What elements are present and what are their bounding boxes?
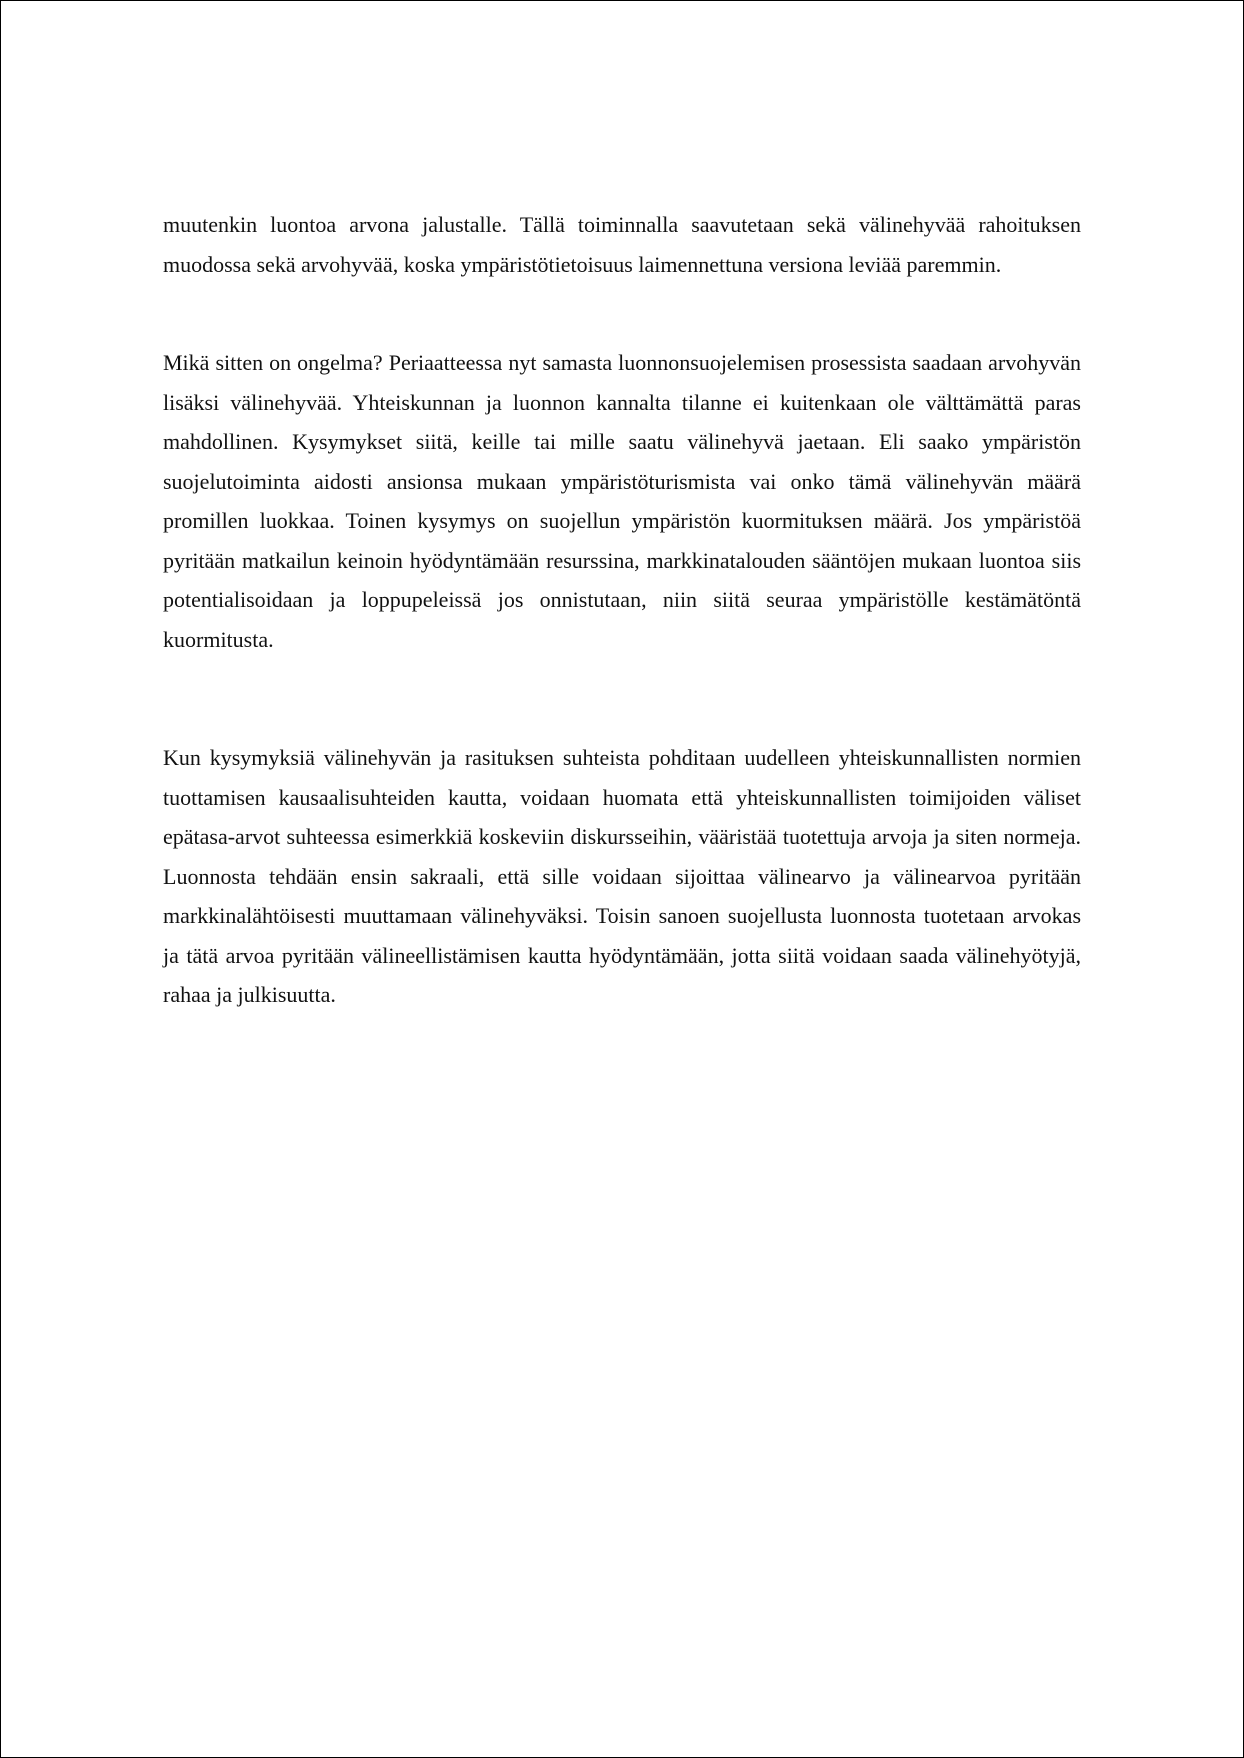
document-body <box>163 205 1081 1015</box>
paragraph-2: Mikä sitten on ongelma? Periaatteessa nyt samasta luonnonsuojelemisen prosessista saadaan arvohyvän lisäksi välinehyvää. Yhteiskunnan ja luonnon kannalta tilanne ei kuitenkaan ole välttämättä paras mahdollinen. Kysymykset siitä, keille tai mille saatu välinehyvä jaetaan. Eli saako ympäristön suojelutoiminta aidosti ansionsa mukaan ympäristöturismista vai onko tämä välinehyvän määrä promillen luokkaa. Toinen kysymys on suojellun ympäristön kuormituksen määrä. Jos ympäristöä pyritään matkailun keinoin hyödyntämään resurssina, markkinatalouden sääntöjen mukaan luontoa siis potentialisoidaan ja loppupeleissä jos onnistutaan, niin siitä seuraa ympäristölle kestämätöntä kuormitusta. <box>163 350 1081 652</box>
paragraph-3: Kun kysymyksiä välinehyvän ja rasituksen suhteista pohditaan uudelleen yhteiskunnallisten normien tuottamisen kausaalisuhteiden kautta, voidaan huomata että yhteiskunnallisten toimijoiden väliset epätasa-arvot suhteessa esimerkkiä koskeviin diskursseihin, vääristää tuotettuja arvoja ja siten normeja. Luonnosta tehdään ensin sakraali, että sille voidaan sijoittaa välinearvo ja välinearvoa pyritään markkinalähtöisesti muuttamaan välinehyväksi. Toisin sanoen suojellusta luonnosta tuotetaan arvokas ja tätä arvoa pyritään välineellistämisen kautta hyödyntämään, jotta siitä voidaan saada välinehyötyjä, rahaa ja julkisuutta. <box>163 745 1081 1007</box>
paragraph-1: muutenkin luontoa arvona jalustalle. Tällä toiminnalla saavutetaan sekä välinehyvää rahoituksen muodossa sekä arvohyvää, koska ympäristötietoisuus laimennettuna versiona leviää paremmin. <box>163 212 1081 277</box>
